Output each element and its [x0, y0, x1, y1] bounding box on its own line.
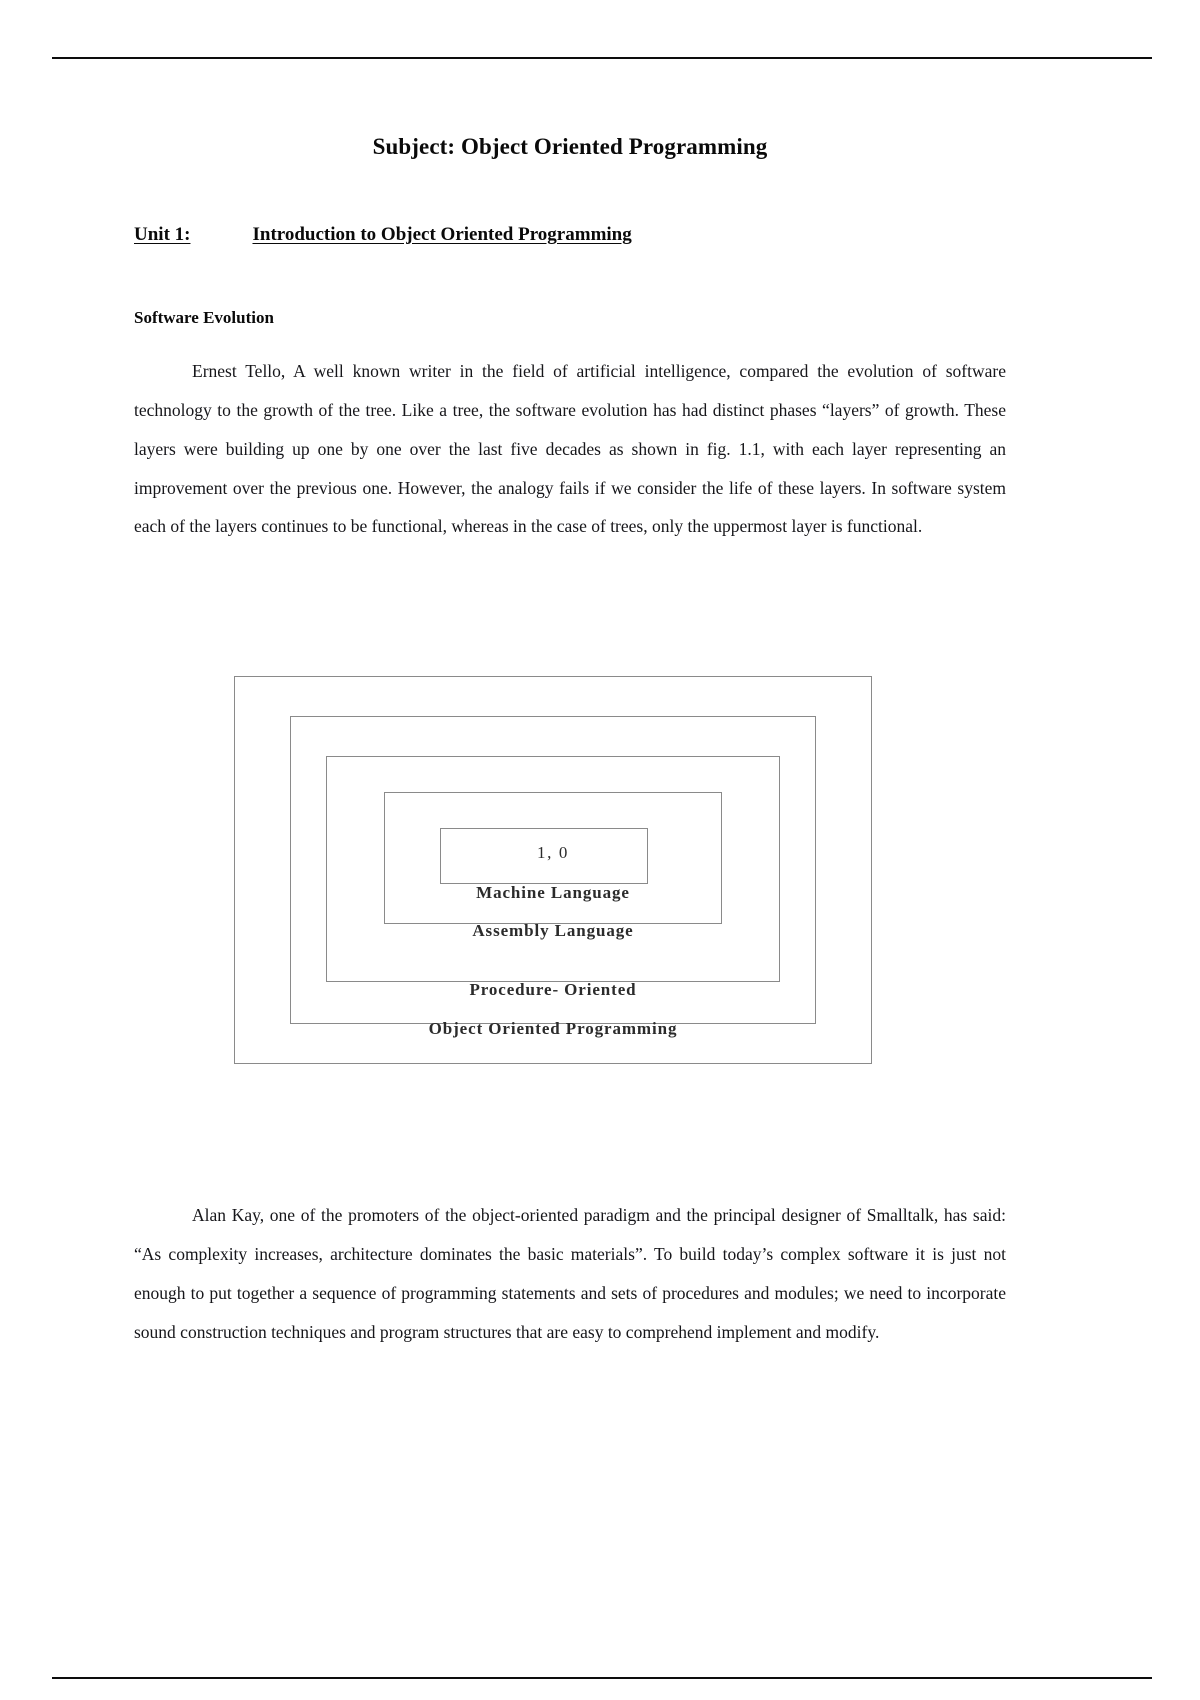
page-title: Subject: Object Oriented Programming	[372, 134, 768, 159]
unit-label: Unit 1:	[134, 224, 191, 245]
paragraph-software-evolution: Ernest Tello, A well known writer in the field of artificial intelligence, compared the evolution of software technology to the growth of the tree. Like a tree, the software evolution has had distinct phases “layers” of growth. These layers were building up one by one over the last five decades as shown in fig. 1.1, with each layer representing an improvement over the previous one. However, the analogy fails if we consider the life of these layers. In software system each of the layers continues to be functional, whereas in the case of trees, only the uppermost layer is functional.	[134, 361, 1006, 537]
paragraph-alan-kay-wrap	[134, 1196, 1006, 1351]
figure-software-evolution-layers	[234, 676, 872, 1064]
figure-label-object-oriented: Object Oriented Programming	[428, 1019, 678, 1038]
figure-label-procedure-oriented: Procedure- Oriented	[469, 980, 637, 999]
unit-line	[134, 160, 1006, 246]
figure-label-assembly-language: Assembly Language	[472, 921, 634, 940]
document-content	[134, 0, 1006, 546]
paragraph-alan-kay: Alan Kay, one of the promoters of the object-oriented paradigm and the principal designer of Smalltalk, has said: “As complexity increases, architecture dominates the basic materials”. To build today’s complex software it is just not enough to put together a sequence of programming statements and sets of procedures and modules; we need to incorporate sound construction techniques and program structures that are easy to comprehend implement and modify.	[134, 1205, 1006, 1342]
unit-heading: Introduction to Object Oriented Programming	[252, 224, 632, 245]
footer-rule	[52, 1677, 1152, 1679]
section-heading-software-evolution: Software Evolution	[134, 308, 274, 327]
figure-label-binary: 1, 0	[537, 843, 569, 862]
figure-label-machine-language: Machine Language	[476, 883, 630, 902]
